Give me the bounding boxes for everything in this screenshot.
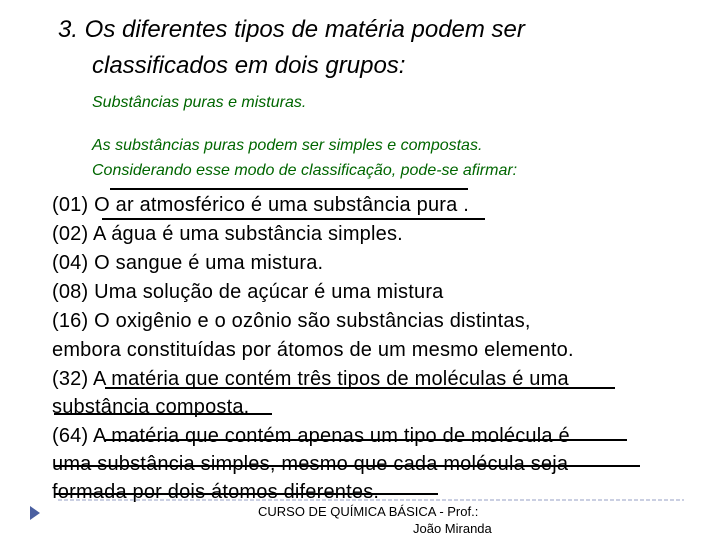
item-line-64b: uma substância simples, mesmo que cada molécula seja bbox=[52, 453, 569, 475]
item-line-01: (01) O ar atmosférico é uma substância pura . bbox=[52, 194, 469, 216]
footer-line-2: João Miranda bbox=[413, 521, 492, 536]
item-line-64c: formada por dois átomos diferentes. bbox=[52, 481, 380, 503]
subtext-line-1: Substâncias puras e misturas. bbox=[92, 94, 307, 111]
item-line-32a: (32) A matéria que contém três tipos de moléculas é uma bbox=[52, 368, 569, 390]
question-line-1: 3. Os diferentes tipos de matéria podem ser bbox=[58, 16, 525, 43]
item-line-16a: (16) O oxigênio e o ozônio são substâncias distintas, bbox=[52, 310, 531, 332]
item-line-32b: substância composta. bbox=[52, 396, 250, 418]
arrow-bullet-icon bbox=[30, 506, 40, 520]
item-line-04: (04) O sangue é uma mistura. bbox=[52, 252, 324, 274]
item-line-02: (02) A água é uma substância simples. bbox=[52, 223, 403, 245]
item-line-64a: (64) A matéria que contém apenas um tipo de molécula é bbox=[52, 425, 570, 447]
question-line-2: classificados em dois grupos: bbox=[92, 52, 406, 79]
subtext-line-3: Considerando esse modo de classificação, pode-se afirmar: bbox=[92, 162, 518, 179]
item-line-08: (08) Uma solução de açúcar é uma mistura bbox=[52, 281, 444, 303]
footer-line-1: CURSO DE QUÍMICA BÁSICA - Prof.: bbox=[258, 504, 479, 519]
subtext-line-2: As substâncias puras podem ser simples e compostas. bbox=[92, 137, 483, 154]
item-line-16b: embora constituídas por átomos de um mesmo elemento. bbox=[52, 339, 574, 361]
